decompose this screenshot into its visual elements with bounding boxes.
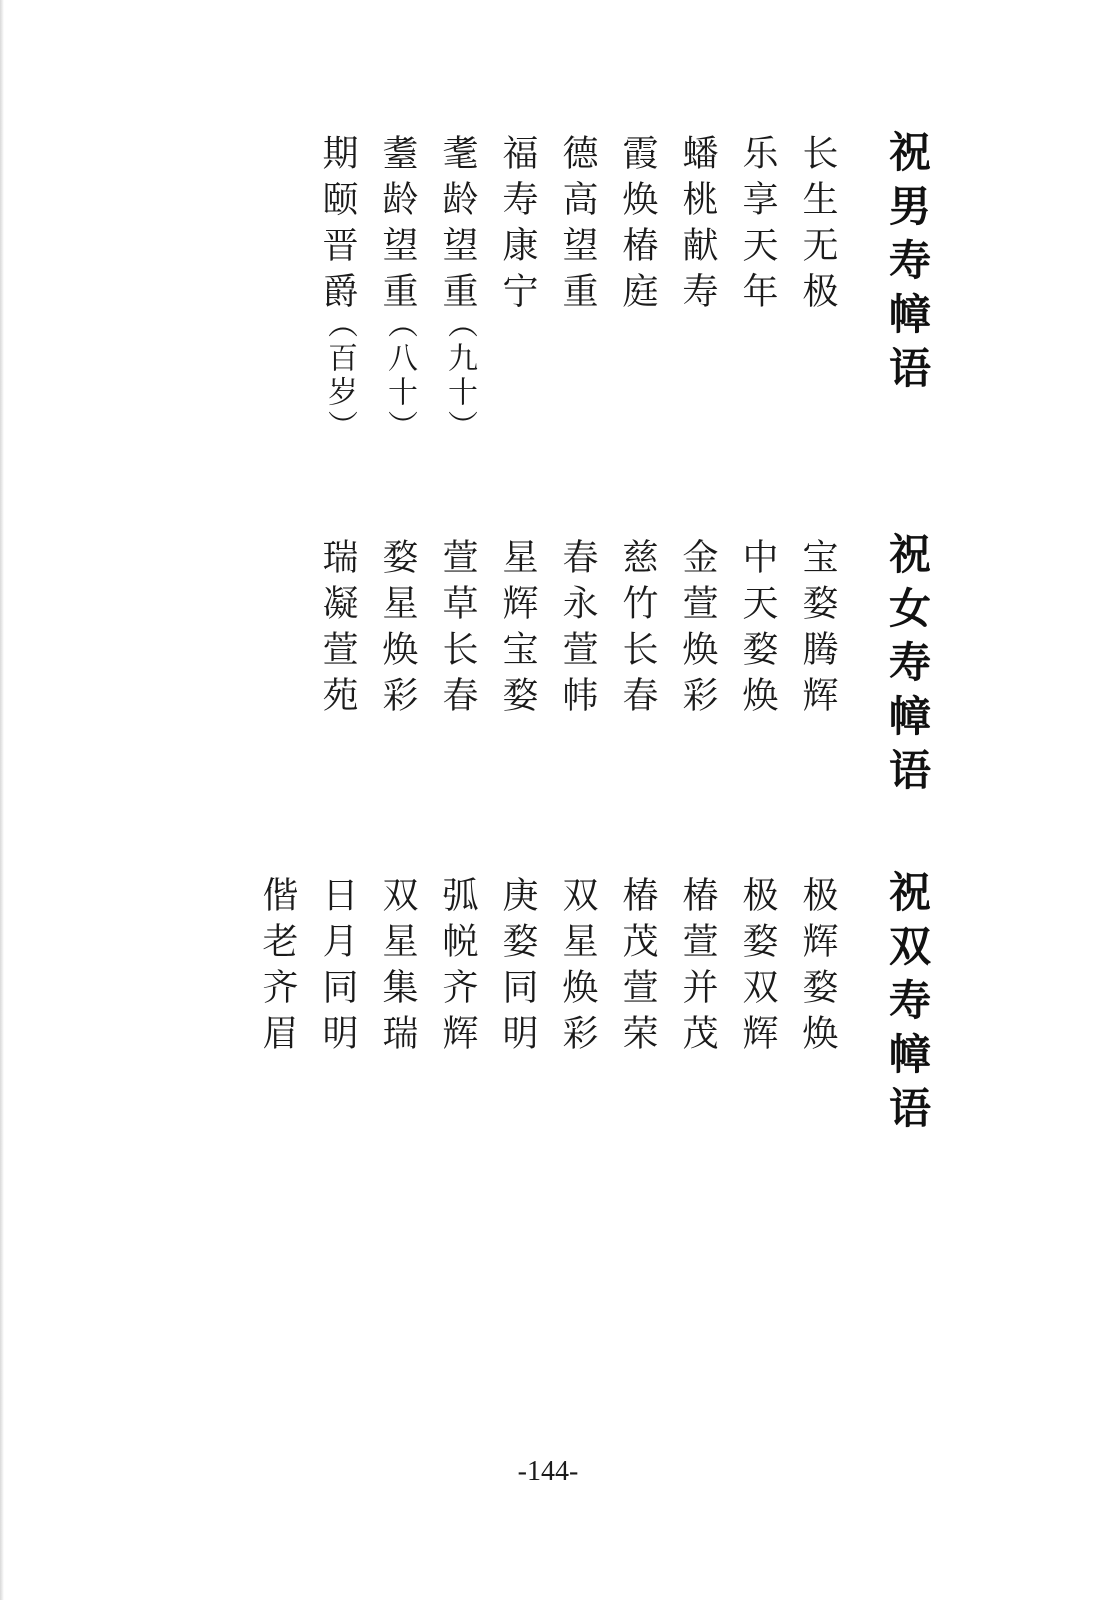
phrase-column: 星辉宝婺 <box>497 538 538 722</box>
page-number: -144- <box>517 1456 579 1487</box>
phrase-column: 日月同明 <box>317 876 358 1060</box>
phrase-column: 庚婺同明 <box>497 876 538 1060</box>
section-heading: 祝双寿幛语 <box>883 870 932 1140</box>
age-note: （九十） <box>442 308 477 444</box>
phrase-column: 椿萱并茂 <box>677 876 718 1060</box>
section-heading: 祝男寿幛语 <box>883 130 932 400</box>
phrase-column: 瑞凝萱苑 <box>317 538 358 722</box>
phrase-column: 萱草长春 <box>437 538 478 722</box>
phrase-column: 双星焕彩 <box>557 876 598 1060</box>
phrase-column: 椿茂萱荣 <box>617 876 658 1060</box>
phrase-column: 德高望重 <box>557 134 598 318</box>
phrase-column: 慈竹长春 <box>617 538 658 722</box>
section-heading: 祝女寿幛语 <box>883 532 932 802</box>
phrase-column: 偕老齐眉 <box>257 876 298 1060</box>
phrase-column: 耋龄望重 <box>377 134 418 318</box>
age-note: （八十） <box>382 308 417 444</box>
phrase-column: 双星集瑞 <box>377 876 418 1060</box>
phrase-column: 期颐晋爵 <box>317 134 358 318</box>
age-note: （百岁） <box>322 308 357 444</box>
phrase-column: 金萱焕彩 <box>677 538 718 722</box>
phrase-column: 长生无极 <box>797 134 838 318</box>
phrase-column: 极婺双辉 <box>737 876 778 1060</box>
phrase-column: 福寿康宁 <box>497 134 538 318</box>
phrase-column: 蟠桃献寿 <box>677 134 718 318</box>
phrase-column: 春永萱帏 <box>557 538 598 722</box>
phrase-column: 弧帨齐辉 <box>437 876 478 1060</box>
phrase-column: 耄龄望重 <box>437 134 478 318</box>
phrase-column: 中天婺焕 <box>737 538 778 722</box>
phrase-column: 霞焕椿庭 <box>617 134 658 318</box>
phrase-column: 宝婺腾辉 <box>797 538 838 722</box>
phrase-column: 乐享天年 <box>737 134 778 318</box>
phrase-column: 婺星焕彩 <box>377 538 418 722</box>
phrase-column: 极辉婺焕 <box>797 876 838 1060</box>
